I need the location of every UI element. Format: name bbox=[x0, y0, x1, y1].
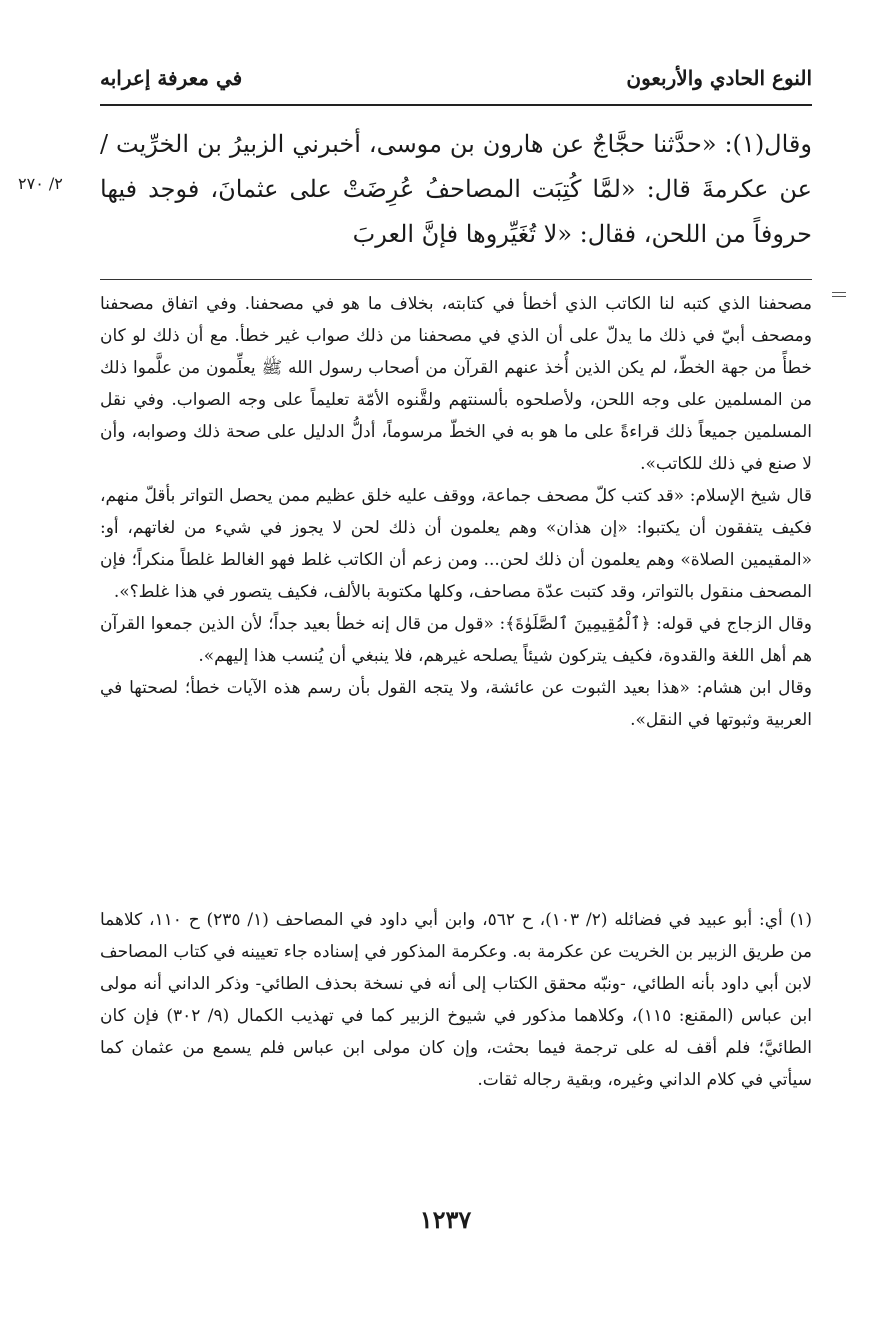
commentary-paragraph: قال شيخ الإسلام: «قد كتب كلّ مصحف جماعة، ووقف عليه خلق عظيم ممن يحصل التواتر بأقلّ منهم، فكيف يتفقون أن يكتبوا: «إن هذان» وهم يعلمون أن ذلك لحن لا يجوز في شيء من لغاتهم، أو: «المقيمين الصلاة» وهم يعلمون أن ذلك لحن... ومن زعم أن الكاتب غلط فهو الغالط غلطاً منكراً؛ فإن المصحف منقول بالتواتر، وقد كتبت عدّة مصاحف، وكلها مكتوبة بالألف، فكيف يتصور في هذا غلط؟». bbox=[100, 486, 812, 602]
chapter-title: النوع الحادي والأربعون bbox=[626, 66, 812, 90]
commentary-paragraph: وقال الزجاج في قوله: ﴿ٱلْمُقِيمِينَ ٱلصَّلَوٰةَ﴾: «قول من قال إنه خطأ بعيد جداً؛ لأن الذين جمعوا القرآن هم أهل اللغة والقدوة، فكيف يتركون شيئاً يصلحه غيرهم، فلا ينبغي أن يُنسب هذا إليهم». bbox=[100, 614, 812, 666]
section-title: في معرفة إعرابه bbox=[100, 66, 243, 90]
margin-mark bbox=[832, 292, 846, 293]
main-text bbox=[100, 122, 812, 257]
commentary-block bbox=[100, 288, 812, 736]
running-header bbox=[100, 58, 812, 98]
commentary-paragraph: مصحفنا الذي كتبه لنا الكاتب الذي أخطأ في كتابته، بخلاف ما هو في مصحفنا. وفي اتفاق مصحفنا ومصحف أبيّ في ذلك ما يدلّ على أن الذي في مصحفنا من ذلك صواب غير خطأ. مع أن ذلك لو كان خطأً من جهة الخطّ، لم يكن الذين أُخذ عنهم القرآن من أصحاب رسول الله ﷺ يعلِّمون من علَّموا ذلك من المسلمين على وجه اللحن، ولأصلحوه بألسنتهم ولقَّنوه الأمّة تعليماً على وجه الصواب. وفي نقل المسلمين جميعاً ذلك قراءةً على ما هو به في الخطّ مرسوماً، أدلُّ الدليل على صحة ذلك وصوابه، وأن لا صنع في ذلك للكاتب». bbox=[100, 294, 812, 474]
main-text-divider bbox=[100, 279, 812, 280]
commentary-paragraph: وقال ابن هشام: «هذا بعيد الثبوت عن عائشة، ولا يتجه القول بأن رسم هذه الآيات خطأ؛ لصحتها في العربية وثبوتها في النقل». bbox=[100, 678, 812, 730]
main-paragraph: وقال(١): «حدَّثنا حجَّاجٌ عن هارون بن موسى، أخبرني الزبيرُ بن الخرِّيت / عن عكرمةَ قال: «لمَّا كُتِبَت المصاحفُ عُرِضَتْ على عثمانَ، فوجد فيها حروفاً من اللحن، فقال: «لا تُغَيِّروها فإنَّ العربَ bbox=[100, 130, 812, 248]
margin-mark bbox=[832, 296, 846, 297]
header-divider bbox=[100, 104, 812, 106]
page-number: ١٢٣٧ bbox=[419, 1205, 472, 1234]
footnote-block bbox=[100, 904, 812, 1096]
margin-reference: ٢/ ٢٧٠ bbox=[18, 174, 63, 193]
footnote-1: (١) أي: أبو عبيد في فضائله (٢/ ١٠٣)، ح ٥٦٢، وابن أبي داود في المصاحف (١/ ٢٣٥) ح ١١٠، كلاهما من طريق الزبير بن الخريت عن عكرمة به. وعكرمة المذكور في إسناده جاء تعيينه في كتاب المصاحف لابن أبي داود بأنه الطائي، -ونبّه محقق الكتاب إلى أنه في نسخة بحذف الطائي- وذكر الداني أنه مولى ابن عباس (المقنع: ١١٥)، وكلاهما مذكور في شيوخ الزبير كما في تهذيب الكمال (٩/ ٣٠٢) فإن كان الطائيَّ؛ فلم أقف له على ترجمة فيما بحثت، وإن كان مولى ابن عباس فلم يسمع من عثمان كما سيأتي في كلام الداني وغيره، وبقية رجاله ثقات. bbox=[100, 910, 812, 1090]
